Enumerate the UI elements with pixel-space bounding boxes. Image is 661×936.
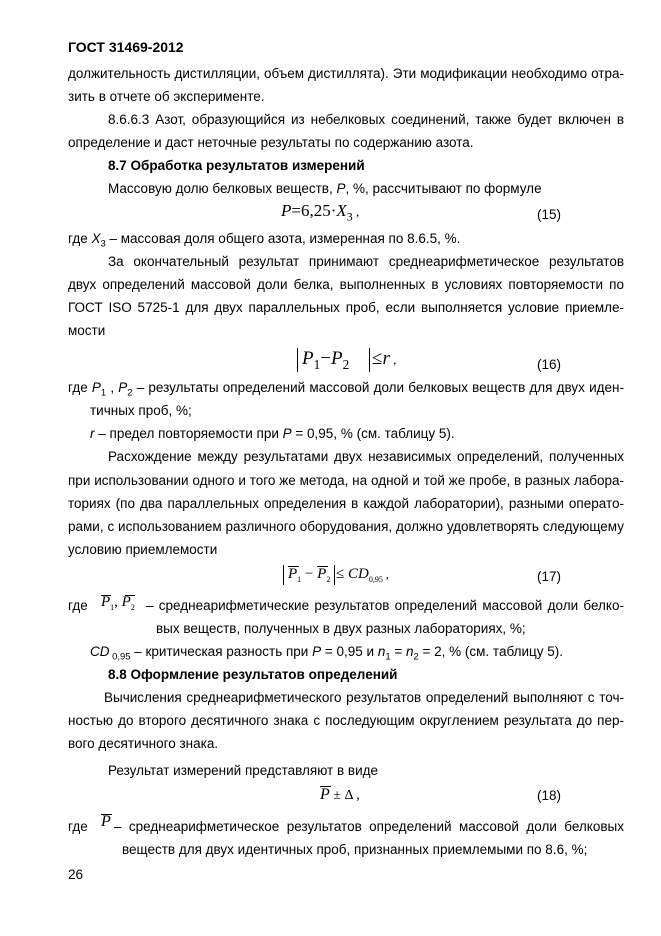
text-line: зить в отчете об эксперименте. bbox=[68, 89, 265, 104]
text-line: ГОСТ ISO 5725-1 для двух параллельных проб, если выполняется условие приемле- bbox=[68, 300, 624, 315]
equation-number-17: (17) bbox=[536, 569, 561, 584]
text-line: 8.6.6.3 Азот, образующийся из небелковых соединений, также будет включен в bbox=[108, 112, 624, 127]
text-line: условию приемлемости bbox=[68, 542, 218, 557]
text-line: определение и даст неточные результаты по содержанию азота. bbox=[68, 135, 474, 150]
formula-18: P ± Δ , bbox=[320, 786, 360, 803]
text-line: где bbox=[68, 819, 88, 834]
text-line: рами, с использованием различного оборудования, должно удовлетворять следующему bbox=[68, 519, 624, 534]
formula-16-rhs: ≤r , bbox=[372, 348, 397, 369]
text-line: где $X_3$ – массовая доля общего азота, измеренная по 8.6.5, %. bbox=[68, 231, 461, 250]
section-heading-8-7: 8.7 Обработка результатов измерений bbox=[108, 158, 365, 173]
text-line: r – предел повторяемости при P = 0,95, % (см. таблицу 5). bbox=[90, 426, 455, 441]
abs-bar-right bbox=[334, 565, 335, 585]
text-line: – среднеарифметические результатов определений массовой доли белко- bbox=[146, 598, 624, 613]
text-line: должительность дистилляции, объем дистиллята). Эти модификации необходимо отра- bbox=[68, 66, 624, 81]
document-header: ГОСТ 31469-2012 bbox=[68, 39, 184, 55]
section-heading-8-8: 8.8 Оформление результатов определений bbox=[108, 667, 398, 682]
formula-17-rhs: ≤ $CD_{0,95}$ , bbox=[336, 566, 389, 584]
text-line: ториях (по два параллельных определения в каждой лаборатории), разными операто- bbox=[68, 496, 624, 511]
text-line: тичных проб, %; bbox=[90, 403, 192, 418]
text-line: при использовании одного и того же метода, на одной и той же пробе, в разных лабора- bbox=[68, 473, 624, 488]
formula-15: $P=6,25\cdot X_3$ , bbox=[281, 201, 360, 224]
text-line: – среднеарифметическое результатов определений массовой доли белковых bbox=[114, 819, 624, 834]
abs-bar-left bbox=[297, 348, 298, 372]
inline-formula-p1-p2: $P_1$, $P_2$ bbox=[101, 594, 135, 612]
page-number: 26 bbox=[68, 867, 84, 882]
text-line: Вычисления среднеарифметического результатов определений выполняют с точ- bbox=[104, 690, 624, 705]
equation-number-15: (15) bbox=[536, 207, 561, 222]
text-line: где bbox=[68, 598, 88, 613]
text-line: мости bbox=[68, 323, 106, 338]
inline-formula-p: P bbox=[101, 813, 111, 830]
equation-number-18: (18) bbox=[536, 788, 561, 803]
text-line: где $P_1$ , $P_2$ – результаты определений массовой доли белковых веществ для двух иден- bbox=[68, 380, 624, 399]
text-line: вых веществ, полученных в двух разных лабораториях, %; bbox=[156, 621, 526, 636]
text-line: вого десятичного знака. bbox=[68, 736, 219, 751]
text-line: CD $_{0,95}$ – критическая разность при P = 0,95 и $n_1 = n_2 = 2$, % (см. таблицу 5). bbox=[90, 644, 563, 663]
text-line: ностью до второго десятичного знака с последующим округлением результата до пер- bbox=[68, 713, 624, 728]
text-line: двух определений массовой доли белка, выполненных в условиях повторяемости по bbox=[68, 277, 624, 292]
text-line: За окончательный результат принимают среднеарифметическое результатов bbox=[108, 254, 624, 269]
formula-17: $P_1 - P_2$ bbox=[288, 566, 331, 584]
equation-number-16: (16) bbox=[536, 357, 561, 372]
abs-bar-right bbox=[369, 348, 370, 372]
text-line: Результат измерений представляют в виде bbox=[108, 763, 378, 778]
text-line: веществ для двух идентичных проб, признанных приемлемыми по 8.6, %; bbox=[122, 842, 588, 857]
formula-16: $P_1-P_2$ bbox=[302, 348, 350, 372]
text-line: Расхождение между результатами двух независимых определений, полученных bbox=[108, 449, 624, 464]
text-line: Массовую долю белковых веществ, P, %, рассчитывают по формуле bbox=[108, 181, 542, 196]
abs-bar-left bbox=[283, 565, 284, 585]
